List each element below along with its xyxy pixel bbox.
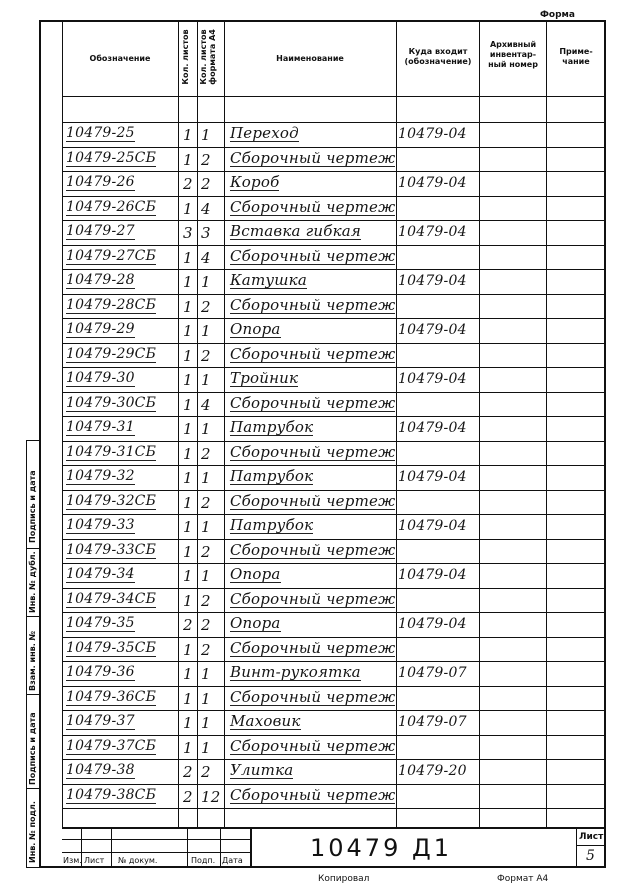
cell-sheets: 1 [183, 665, 193, 683]
cell-name: Опора [230, 320, 281, 338]
cell-a4: 2 [201, 445, 211, 463]
cell-sheets: 1 [183, 690, 193, 708]
cell-designation: 10479-33 [66, 517, 135, 533]
tb-col-4 [220, 827, 221, 868]
cell-a4: 2 [201, 641, 211, 659]
col-line-4 [396, 20, 397, 827]
cell-a4: 4 [201, 249, 211, 267]
header-note: Приме- чание [559, 47, 593, 66]
cell-name: Опора [230, 565, 281, 583]
cell-name: Сборочный чертеж [230, 688, 396, 706]
row-line [62, 637, 606, 638]
cell-sheets: 1 [183, 322, 193, 340]
sheet-cell-divider [576, 827, 577, 868]
row-line [62, 318, 606, 319]
cell-designation: 10479-26 [66, 174, 135, 190]
cell-a4: 4 [201, 396, 211, 414]
row-line [62, 514, 606, 515]
cell-a4: 12 [201, 788, 221, 806]
cell-sheets: 1 [183, 151, 193, 169]
cell-name: Короб [230, 173, 280, 191]
row-line [62, 759, 606, 760]
cell-a4: 2 [201, 347, 211, 365]
tb-col-3 [187, 827, 188, 868]
cell-designation: 10479-33СБ [66, 542, 157, 558]
cell-sheets: 2 [183, 788, 193, 806]
cell-a4: 2 [201, 494, 211, 512]
row-line [62, 808, 606, 809]
side-label-sig-date-bottom: Подпись и дата [28, 712, 37, 785]
row-line [62, 441, 606, 442]
side-cell-sig-date-bottom [27, 695, 40, 789]
row-line [62, 686, 606, 687]
col-line-5 [479, 20, 480, 827]
cell-name: Сборочный чертеж [230, 590, 396, 608]
header-designation: Обозначение [89, 54, 151, 63]
col-line-1 [178, 20, 179, 827]
cell-sheets: 1 [183, 298, 193, 316]
cell-designation: 10479-37СБ [66, 738, 157, 754]
document-code: 10479 Д1 [310, 834, 452, 862]
cell-where-used: 10479-04 [398, 273, 467, 289]
cell-designation: 10479-30СБ [66, 395, 157, 411]
cell-sheets: 1 [183, 567, 193, 585]
cell-a4: 1 [201, 714, 211, 732]
title-block-row-line-2 [62, 852, 250, 853]
side-label-sig-date-top: Подпись и дата [28, 470, 37, 543]
cell-designation: 10479-28 [66, 272, 135, 288]
footer-copied: Копировал [318, 874, 370, 884]
sheet-number: 5 [586, 848, 596, 864]
row-line [62, 367, 606, 368]
cell-designation: 10479-34 [66, 566, 135, 582]
cell-a4: 1 [201, 371, 211, 389]
cell-name: Сборочный чертеж [230, 443, 396, 461]
cell-sheets: 1 [183, 641, 193, 659]
cell-designation: 10479-25СБ [66, 150, 157, 166]
header-bottom-line [62, 96, 606, 97]
cell-name: Сборочный чертеж [230, 786, 396, 804]
side-strip [26, 440, 41, 868]
row-line [62, 710, 606, 711]
cell-designation: 10479-29СБ [66, 346, 157, 362]
cell-name: Улитка [230, 761, 294, 779]
tb-col-2 [111, 827, 112, 868]
cell-sheets: 1 [183, 518, 193, 536]
cell-where-used: 10479-07 [398, 714, 467, 730]
header-archive-no: Архивный инвентар- ный номер [488, 40, 538, 69]
cell-a4: 1 [201, 518, 211, 536]
side-cell-orig-inv [27, 789, 40, 868]
row-line [62, 343, 606, 344]
cell-a4: 1 [201, 739, 211, 757]
form-label: Форма [540, 10, 575, 20]
cell-a4: 2 [201, 763, 211, 781]
cell-designation: 10479-26СБ [66, 199, 157, 215]
header-name: Наименование [276, 54, 344, 63]
cell-name: Сборочный чертеж [230, 198, 396, 216]
cell-where-used: 10479-04 [398, 567, 467, 583]
cell-sheets: 2 [183, 763, 193, 781]
cell-a4: 1 [201, 665, 211, 683]
cell-a4: 1 [201, 126, 211, 144]
cell-name: Сборочный чертеж [230, 737, 396, 755]
cell-sheets: 3 [183, 224, 193, 242]
col-line-2 [197, 20, 198, 827]
cell-name: Вставка гибкая [230, 222, 362, 240]
cell-a4: 1 [201, 420, 211, 438]
cell-where-used: 10479-04 [398, 518, 467, 534]
cell-where-used: 10479-04 [398, 224, 467, 240]
cell-designation: 10479-32 [66, 468, 135, 484]
cell-sheets: 1 [183, 445, 193, 463]
cell-name: Сборочный чертеж [230, 492, 396, 510]
cell-a4: 1 [201, 690, 211, 708]
header-sheet-count: Кол. листов [181, 29, 190, 85]
cell-sheets: 1 [183, 273, 193, 291]
cell-name: Винт-рукоятка [230, 663, 361, 681]
cell-a4: 4 [201, 200, 211, 218]
cell-a4: 1 [201, 322, 211, 340]
cell-where-used: 10479-04 [398, 469, 467, 485]
cell-designation: 10479-31СБ [66, 444, 157, 460]
cell-sheets: 1 [183, 739, 193, 757]
side-cell-dup-inv [27, 549, 40, 617]
cell-a4: 3 [201, 224, 211, 242]
cell-name: Сборочный чертеж [230, 639, 396, 657]
side-label-orig-inv: Инв. № подл. [28, 801, 37, 863]
tb-label-sheet: Лист [84, 856, 105, 865]
cell-name: Сборочный чертеж [230, 149, 396, 167]
row-line [62, 490, 606, 491]
row-line [62, 392, 606, 393]
cell-designation: 10479-35 [66, 615, 135, 631]
row-line [62, 147, 606, 148]
row-line [62, 196, 606, 197]
cell-name: Переход [230, 124, 299, 142]
cell-name: Патрубок [230, 467, 314, 485]
cell-a4: 2 [201, 592, 211, 610]
cell-designation: 10479-27СБ [66, 248, 157, 264]
cell-sheets: 1 [183, 494, 193, 512]
cell-designation: 10479-28СБ [66, 297, 157, 313]
cell-designation: 10479-31 [66, 419, 135, 435]
sheet-label: Лист [579, 832, 604, 842]
cell-where-used: 10479-20 [398, 763, 467, 779]
cell-a4: 2 [201, 151, 211, 169]
cell-designation: 10479-25 [66, 125, 135, 141]
tb-label-doc-no: № докум. [118, 856, 158, 865]
row-line [62, 539, 606, 540]
cell-sheets: 1 [183, 469, 193, 487]
cell-designation: 10479-36СБ [66, 689, 157, 705]
row-line [62, 588, 606, 589]
cell-name: Патрубок [230, 418, 314, 436]
side-cell-sig-date-top [27, 441, 40, 549]
cell-sheets: 1 [183, 714, 193, 732]
cell-sheets: 1 [183, 592, 193, 610]
cell-a4: 2 [201, 543, 211, 561]
row-line [62, 465, 606, 466]
cell-sheets: 2 [183, 616, 193, 634]
title-block-divider [250, 827, 252, 868]
cell-designation: 10479-32СБ [66, 493, 157, 509]
cell-name: Сборочный чертеж [230, 247, 396, 265]
cell-sheets: 1 [183, 396, 193, 414]
cell-name: Маховик [230, 712, 301, 730]
cell-where-used: 10479-04 [398, 322, 467, 338]
row-line [62, 294, 606, 295]
cell-designation: 10479-37 [66, 713, 135, 729]
cell-name: Патрубок [230, 516, 314, 534]
side-label-replace-inv: Взам. инв. № [28, 630, 37, 691]
header-where-used: Куда входит (обозначение) [404, 47, 472, 66]
cell-name: Катушка [230, 271, 307, 289]
cell-where-used: 10479-04 [398, 126, 467, 142]
row-line [62, 612, 606, 613]
row-line [62, 416, 606, 417]
tb-label-change: Изм. [63, 856, 82, 865]
tb-label-date: Дата [222, 856, 243, 865]
cell-a4: 1 [201, 273, 211, 291]
cell-sheets: 1 [183, 543, 193, 561]
tb-label-signature: Подп. [191, 856, 216, 865]
cell-designation: 10479-27 [66, 223, 135, 239]
cell-designation: 10479-30 [66, 370, 135, 386]
sheet-cell-line [576, 845, 606, 846]
header-a4-count: Кол. листов формата А4 [199, 29, 217, 85]
cell-designation: 10479-38 [66, 762, 135, 778]
cell-a4: 2 [201, 175, 211, 193]
blank-row-line [62, 122, 606, 123]
cell-a4: 1 [201, 567, 211, 585]
cell-sheets: 2 [183, 175, 193, 193]
cell-name: Тройник [230, 369, 299, 387]
cell-designation: 10479-29 [66, 321, 135, 337]
cell-name: Сборочный чертеж [230, 541, 396, 559]
cell-a4: 2 [201, 616, 211, 634]
cell-designation: 10479-35СБ [66, 640, 157, 656]
col-line-3 [224, 20, 225, 827]
row-line [62, 269, 606, 270]
col-line-left [62, 20, 63, 827]
cell-where-used: 10479-04 [398, 175, 467, 191]
row-line [62, 661, 606, 662]
cell-designation: 10479-36 [66, 664, 135, 680]
cell-name: Сборочный чертеж [230, 394, 396, 412]
cell-sheets: 1 [183, 126, 193, 144]
row-line [62, 245, 606, 246]
cell-sheets: 1 [183, 347, 193, 365]
cell-where-used: 10479-04 [398, 371, 467, 387]
cell-sheets: 1 [183, 371, 193, 389]
cell-where-used: 10479-04 [398, 420, 467, 436]
row-line [62, 784, 606, 785]
cell-sheets: 1 [183, 420, 193, 438]
cell-name: Сборочный чертеж [230, 296, 396, 314]
side-label-dup-inv: Инв. № дубл. [28, 551, 37, 613]
footer-format: Формат А4 [497, 874, 549, 884]
row-line [62, 171, 606, 172]
row-line [62, 563, 606, 564]
cell-sheets: 1 [183, 249, 193, 267]
title-block-row-line-1 [62, 839, 250, 840]
cell-designation: 10479-34СБ [66, 591, 157, 607]
col-line-6 [546, 20, 547, 827]
cell-name: Опора [230, 614, 281, 632]
cell-sheets: 1 [183, 200, 193, 218]
side-cell-replace-inv [27, 617, 40, 695]
cell-a4: 1 [201, 469, 211, 487]
cell-designation: 10479-38СБ [66, 787, 157, 803]
row-line [62, 220, 606, 221]
row-line [62, 735, 606, 736]
cell-a4: 2 [201, 298, 211, 316]
title-block-top [62, 827, 606, 829]
cell-where-used: 10479-04 [398, 616, 467, 632]
cell-where-used: 10479-07 [398, 665, 467, 681]
cell-name: Сборочный чертеж [230, 345, 396, 363]
